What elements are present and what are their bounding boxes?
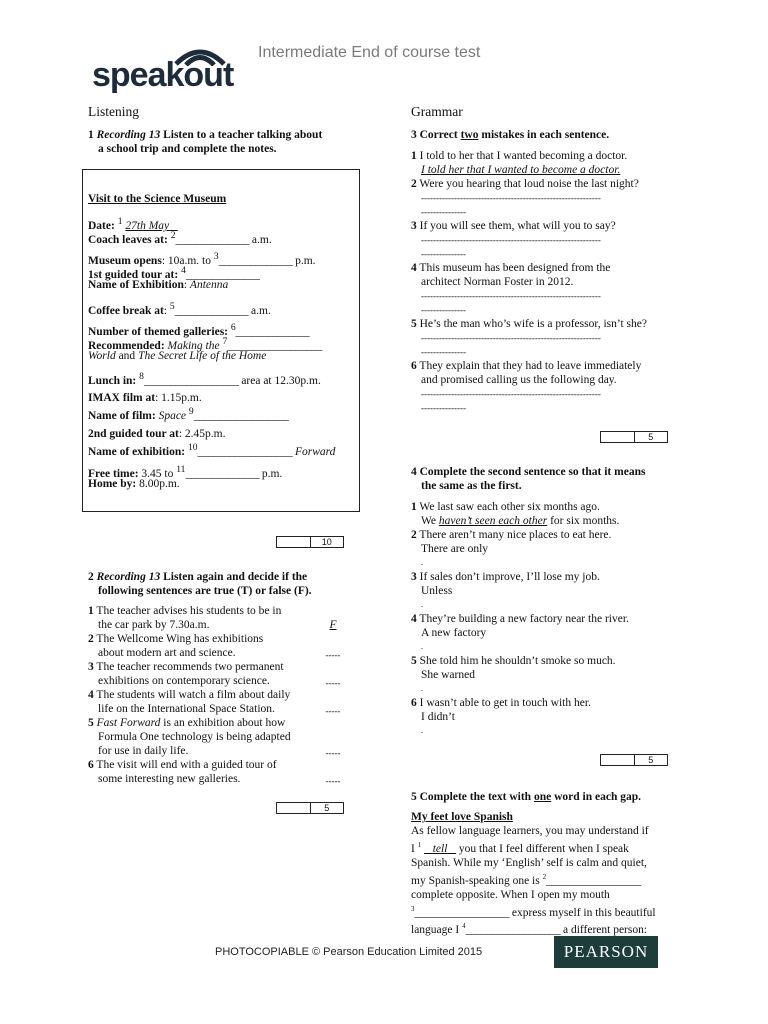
page-title: Intermediate End of course test: [258, 44, 481, 61]
question-4-instruction: 4 Complete the second sentence so that it means the same as the first.: [411, 466, 646, 492]
notes-tour2: 2nd guided tour at: 2.45p.m.: [88, 428, 226, 440]
notes-home: Home by: 8.00p.m.: [88, 478, 180, 490]
notes-recommended: Recommended: Making the $^7$__________________: [88, 336, 322, 352]
question-2-items: [88, 604, 350, 786]
speakout-logo: [92, 44, 252, 92]
section-heading-grammar: Grammar: [411, 104, 463, 119]
list-item: 2 There aren’t many nice places to eat here. There are only .: [411, 529, 612, 567]
notes-tour1: 1st guided tour at: $^4$______________: [88, 265, 260, 281]
list-item: 2 The Wellcome Wing has exhibitions about modern art and science. -----: [88, 633, 341, 660]
notes-museum: Museum opens: 10a.m. to $^3$______________ p.m.: [88, 251, 316, 267]
notes-coffee: Coffee break at: $^5$______________ a.m.: [88, 301, 271, 317]
list-item: 3 If you will see them, what will you to say? ------------------------------------------------------------ ---------------: [411, 219, 683, 261]
question-1-instruction: 1 Recording 13 Listen to a teacher talking about a school trip and complete the notes.: [88, 129, 323, 155]
answer-line[interactable]: ---------------: [421, 249, 466, 259]
list-item: 4 This museum has been designed from the architect Norman Foster in 2012. ------------------------------------------------------------ ---------------: [411, 261, 683, 317]
list-item: 5 Fast Forward is an exhibition about how Formula One technology is being adapted for use in daily life. -----: [88, 717, 341, 758]
text-title: My feet love Spanish: [411, 811, 513, 823]
question-4-items: [411, 500, 683, 738]
score-box-q2: 5: [276, 802, 344, 814]
notes-date: Date: $^1$ 27th May: [88, 216, 170, 232]
answer-line[interactable]: ------------------------------------------------------------: [421, 291, 601, 301]
answer-line[interactable]: ---------------: [421, 347, 466, 357]
notes-title: Visit to the Science Museum: [88, 193, 227, 205]
list-item: 1 I told to her that I wanted becoming a doctor. I told her that I wanted to become a doctor.: [411, 150, 628, 176]
notes-box: [82, 169, 360, 512]
notes-free: Free time: 3.45 to $^{11}$______________ p.m.: [88, 464, 283, 480]
list-item: 6 I wasn’t able to get in touch with her. I didn’t .: [411, 697, 591, 735]
score-box-q1: 10: [276, 536, 344, 548]
list-item: 2 Were you hearing that loud noise the last night? ------------------------------------------------------------ ---------------: [411, 177, 683, 219]
list-item: 1 We last saw each other six months ago. We haven’t seen each other for six months.: [411, 501, 620, 527]
answer-line[interactable]: ---------------: [421, 207, 466, 217]
notes-exh1: Name of Exhibition: Antenna: [88, 279, 229, 291]
footer-copyright: PHOTOCOPIABLE © Pearson Education Limited 2015: [215, 946, 483, 958]
score-box-q4: 5: [600, 754, 668, 766]
question-3-items: [411, 149, 683, 415]
answer-line[interactable]: ---------------: [421, 403, 466, 413]
answer-line[interactable]: ---------------: [421, 305, 466, 315]
notes-coach: Coach leaves at: $^2$______________ a.m.: [88, 230, 272, 246]
notes-galleries: Number of themed galleries: $^6$______________: [88, 322, 310, 338]
answer-line[interactable]: ------------------------------------------------------------: [421, 193, 601, 203]
notes-imax: IMAX film at: 1.15p.m.: [88, 392, 202, 404]
gap-blank[interactable]: __________________: [414, 906, 509, 919]
list-item: 6 They explain that they had to leave immediately and promised calling us the following day. ------------------------------------------------------------ ---------------: [411, 359, 683, 415]
list-item: 4 They’re building a new factory near the river. A new factory .: [411, 613, 629, 651]
list-item: 6 The visit will end with a guided tour of some interesting new galleries. -----: [88, 759, 341, 786]
answer-line[interactable]: ------------------------------------------------------------: [421, 235, 601, 245]
answer-line[interactable]: ------------------------------------------------------------: [421, 333, 601, 343]
list-item: 3 The teacher recommends two permanent exhibitions on contemporary science. -----: [88, 661, 341, 688]
gap-fill-text: My feet love Spanish As fellow language learners, you may understand if I $^1$ _tell _ you that I feel different when I speak Spanish. While my ‘English’ self is calm and quiet, my Spanish-speaking one is $^2$__________________ complete opposite. When I open my mouth $^3$__________________ express myself in this beautiful language I $^4$__________________ a different person:: [411, 810, 686, 937]
question-3-instruction: 3 Correct two mistakes in each sentence.: [411, 129, 610, 141]
list-item: 3 If sales don’t improve, I’ll lose my job. Unless .: [411, 571, 600, 609]
notes-exh2: Name of exhibition: $^{10}$__________________ Forward: [88, 442, 336, 458]
logo-text: speakout: [92, 56, 234, 94]
pearson-logo: PEARSON: [554, 936, 658, 968]
list-item: 5 She told him he shouldn’t smoke so much. She warned .: [411, 655, 616, 693]
section-heading-listening: Listening: [88, 104, 139, 119]
question-5-instruction: 5 Complete the text with one word in each gap.: [411, 791, 641, 803]
list-item: 1 The teacher advises his students to be in the car park by 7.30a.m. F: [88, 605, 337, 631]
notes-lunch: Lunch in: $^8$__________________ area at 12.30p.m.: [88, 371, 321, 387]
notes-recommended-2: World and The Secret Life of the Home: [88, 350, 267, 362]
gap-blank[interactable]: __________________: [546, 874, 641, 887]
gap-blank[interactable]: __________________: [465, 924, 561, 937]
list-item: 5 He’s the man who’s wife is a professor, isn’t she? ------------------------------------------------------------ ---------------: [411, 317, 683, 359]
score-box-q3: 5: [600, 431, 668, 443]
notes-film: Name of film: Space $^9$__________________: [88, 406, 289, 422]
answer-line[interactable]: ------------------------------------------------------------: [421, 389, 601, 399]
list-item: 4 The students will watch a film about daily life on the International Space Station. -----: [88, 689, 341, 716]
question-2-instruction: 2 Recording 13 Listen again and decide if the following sentences are true (T) or false (F).: [88, 571, 312, 597]
